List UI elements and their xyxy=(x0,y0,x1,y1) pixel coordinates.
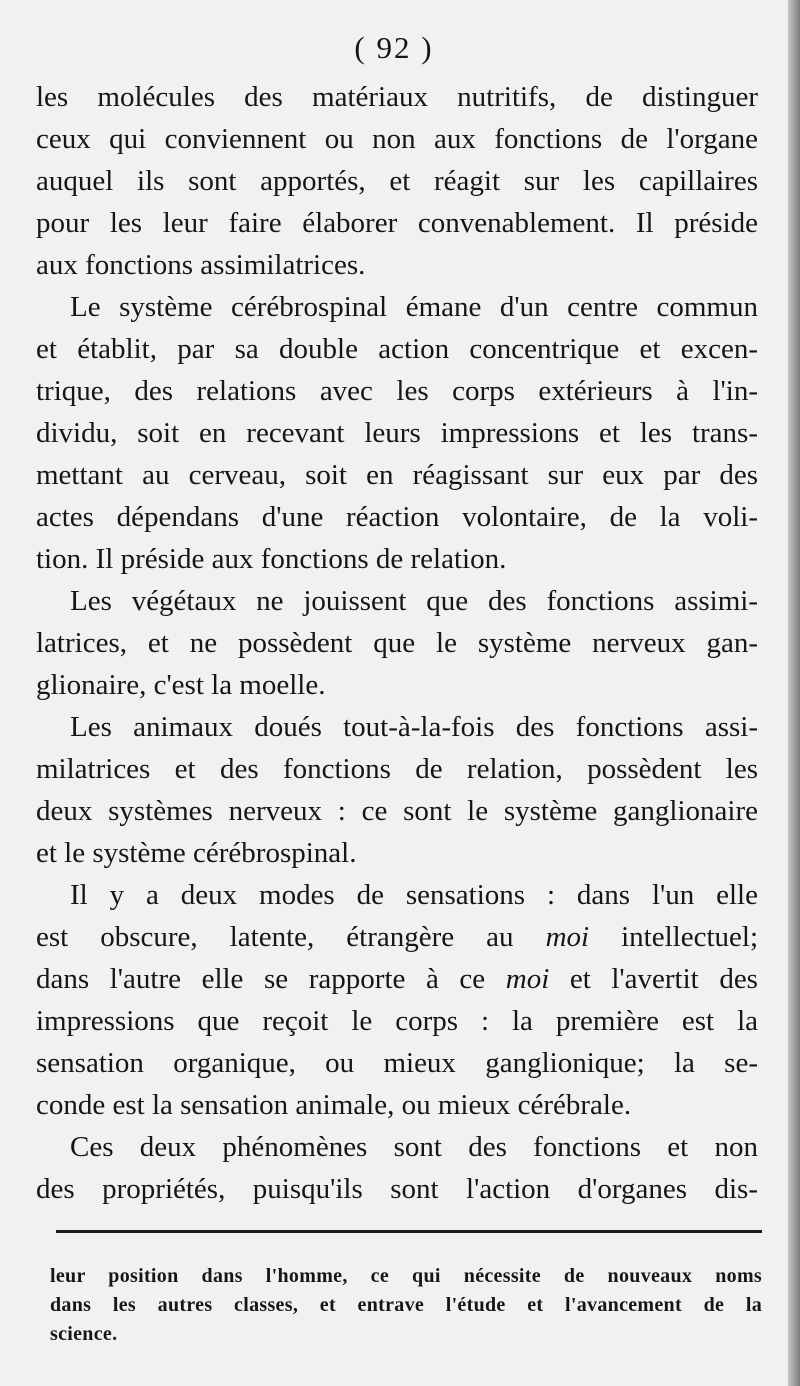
footnote-line: dans les autres classes, et entrave l'étude et l'avancement de la xyxy=(50,1294,762,1316)
text-line: latrices, et ne possèdent que le système nerveux gan- xyxy=(36,627,758,659)
text-line: pour les leur faire élaborer convenablement. Il préside xyxy=(36,207,758,239)
text-line: ceux qui conviennent ou non aux fonctions de l'organe xyxy=(36,123,758,155)
text-line: est obscure, latente, étrangère au moi intellectuel; xyxy=(36,921,758,953)
text-line: actes dépendans d'une réaction volontaire, de la voli- xyxy=(36,501,758,533)
text-line: et le système cérébrospinal. xyxy=(36,837,357,869)
text-line: les molécules des matériaux nutritifs, de distinguer xyxy=(36,81,758,113)
text-line: deux systèmes nerveux : ce sont le système ganglionaire xyxy=(36,795,758,827)
text-line: tion. Il préside aux fonctions de relation. xyxy=(36,543,507,575)
page-number: ( 92 ) xyxy=(354,30,434,65)
text-line: sensation organique, ou mieux ganglionique; la se- xyxy=(36,1047,758,1079)
text-line: auquel ils sont apportés, et réagit sur les capillaires xyxy=(36,165,758,197)
text-line: dans l'autre elle se rapporte à ce moi et l'avertit des xyxy=(36,963,758,995)
footnote-divider xyxy=(56,1230,762,1233)
emphasis-moi: moi xyxy=(505,963,550,995)
text-line: et établit, par sa double action concentrique et excen- xyxy=(36,333,758,365)
text-line: dividu, soit en recevant leurs impressions et les trans- xyxy=(36,417,758,449)
text-line: impressions que reçoit le corps : la première est la xyxy=(36,1005,758,1037)
text-line: mettant au cerveau, soit en réagissant sur eux par des xyxy=(36,459,758,491)
paragraph-start: Les animaux doués tout-à-la-fois des fonctions assi- xyxy=(70,711,758,743)
text-line: milatrices et des fonctions de relation, possèdent les xyxy=(36,753,758,785)
emphasis-moi: moi xyxy=(545,921,590,953)
body-text xyxy=(36,76,758,1210)
text-line: conde est la sensation animale, ou mieux cérébrale. xyxy=(36,1089,632,1121)
page-edge-shadow xyxy=(788,0,800,1386)
text-line: des propriétés, puisqu'ils sont l'action d'organes dis- xyxy=(36,1173,758,1205)
paragraph-start: Le système cérébrospinal émane d'un centre commun xyxy=(70,291,758,323)
paragraph-start: Les végétaux ne jouissent que des fonctions assimi- xyxy=(70,585,758,617)
footnote-line: leur position dans l'homme, ce qui nécessite de nouveaux noms xyxy=(50,1265,762,1287)
text-line: glionaire, c'est la moelle. xyxy=(36,669,326,701)
footnote xyxy=(50,1262,762,1349)
footnote-line: science. xyxy=(50,1323,118,1345)
paragraph-start: Ces deux phénomènes sont des fonctions et non xyxy=(70,1131,758,1163)
text-line: trique, des relations avec les corps extérieurs à l'in- xyxy=(36,375,758,407)
paragraph-start: Il y a deux modes de sensations : dans l'un elle xyxy=(70,879,758,911)
text-line: aux fonctions assimilatrices. xyxy=(36,249,366,281)
